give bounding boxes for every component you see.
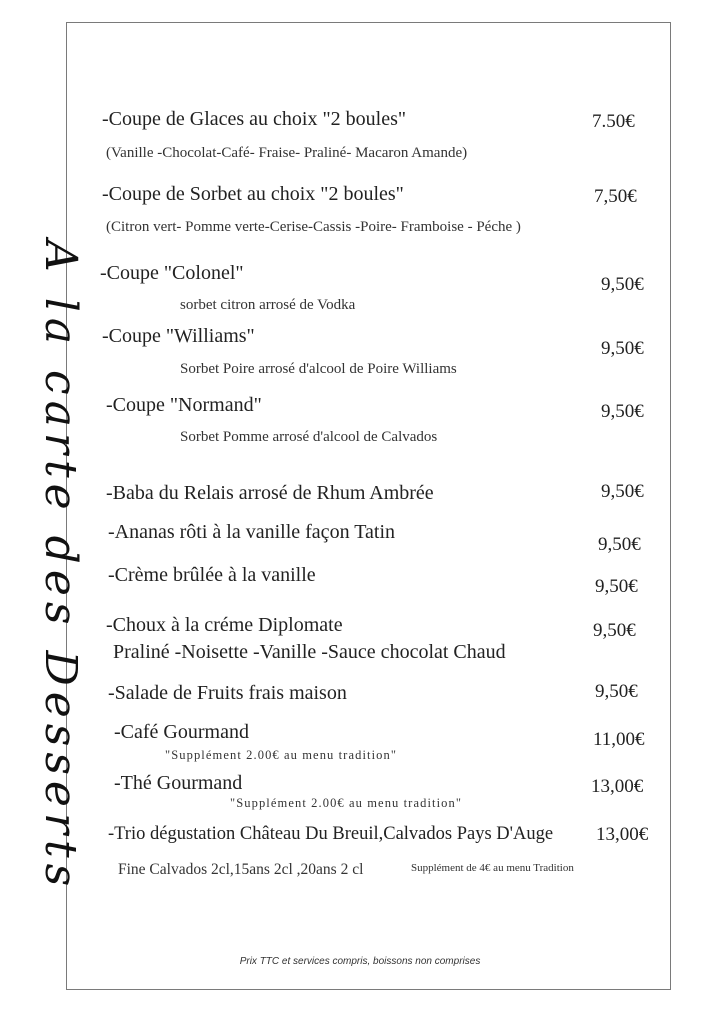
item-glaces-desc: (Vanille -Chocolat-Café- Fraise- Praliné- Macaron Amande) xyxy=(106,145,468,161)
item-choux-desc: Praliné -Noisette -Vanille -Sauce chocolat Chaud xyxy=(113,641,506,663)
item-salade-name: -Salade de Fruits frais maison xyxy=(108,682,347,704)
item-williams-price: 9,50€ xyxy=(601,338,644,359)
item-trio-name: -Trio dégustation Château Du Breuil,Calvados Pays D'Auge xyxy=(108,824,554,844)
item-creme-price: 9,50€ xyxy=(595,576,638,597)
item-normand-name: -Coupe "Normand" xyxy=(106,394,262,416)
item-cafe-price: 11,00€ xyxy=(593,729,645,750)
item-sorbet-price: 7,50€ xyxy=(594,186,637,207)
item-williams-name: -Coupe "Williams" xyxy=(102,325,255,347)
item-glaces-name: -Coupe de Glaces au choix "2 boules" xyxy=(102,108,407,130)
item-baba-name: -Baba du Relais arrosé de Rhum Ambrée xyxy=(106,482,434,504)
item-glaces-price: 7.50€ xyxy=(592,111,635,132)
item-normand-price: 9,50€ xyxy=(601,401,644,422)
side-title: A la carte des Desserts xyxy=(35,240,86,893)
item-sorbet-desc: (Citron vert- Pomme verte-Cerise-Cassis -Poire- Framboise - Péche ) xyxy=(106,219,521,235)
item-choux-price: 9,50€ xyxy=(593,620,636,641)
item-baba-price: 9,50€ xyxy=(601,481,644,502)
item-sorbet-name: -Coupe de Sorbet au choix "2 boules" xyxy=(102,183,404,205)
item-salade-price: 9,50€ xyxy=(595,681,638,702)
item-colonel-name: -Coupe "Colonel" xyxy=(100,262,244,284)
item-ananas-price: 9,50€ xyxy=(598,534,641,555)
item-normand-desc: Sorbet Pomme arrosé d'alcool de Calvados xyxy=(180,429,438,445)
item-creme-name: -Crème brûlée à la vanille xyxy=(108,564,316,586)
item-cafe-name: -Café Gourmand xyxy=(114,721,249,743)
item-trio-desc: Fine Calvados 2cl,15ans 2cl ,20ans 2 cl xyxy=(118,861,364,878)
item-trio-note: Supplément de 4€ au menu Tradition xyxy=(411,862,574,874)
item-cafe-note: "Supplément 2.00€ au menu tradition" xyxy=(165,748,398,762)
footer-note: Prix TTC et services compris, boissons non comprises xyxy=(239,956,481,967)
item-colonel-price: 9,50€ xyxy=(601,274,644,295)
item-the-name: -Thé Gourmand xyxy=(114,772,243,794)
item-trio-price: 13,00€ xyxy=(596,824,649,845)
item-ananas-name: -Ananas rôti à la vanille façon Tatin xyxy=(108,521,396,543)
item-colonel-desc: sorbet citron arrosé de Vodka xyxy=(180,297,356,313)
item-the-price: 13,00€ xyxy=(591,776,644,797)
item-the-note: "Supplément 2.00€ au menu tradition" xyxy=(230,796,463,810)
item-williams-desc: Sorbet Poire arrosé d'alcool de Poire Williams xyxy=(180,361,457,377)
item-choux-name: -Choux à la créme Diplomate xyxy=(106,614,343,636)
